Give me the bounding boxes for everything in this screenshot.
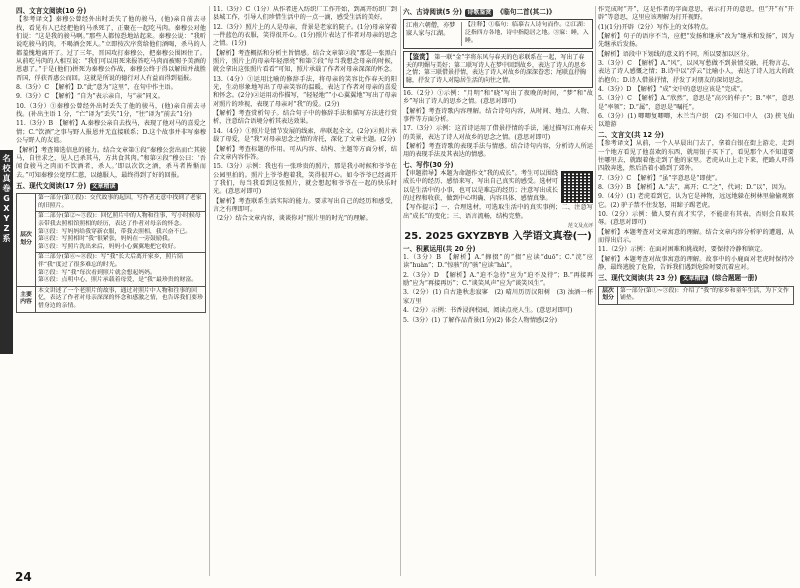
paragraph: 【解析】本题考查对故事寓意的理解。故事中的小鹿面对老虎时保持冷静，最终逃脱了危险，告诉我们遇到危险时要沉着应对。 bbox=[598, 255, 794, 271]
reading-heading bbox=[16, 182, 206, 191]
structure-table bbox=[598, 286, 794, 305]
paragraph: (1)(1分)开辟（2分）写作上的文体特点。 bbox=[598, 23, 713, 31]
paragraph: 1.（3分）B 【解析】A.“撺掇”的“掇”应读“duō”；C.“浣”应读“huàn”；D.“惊骇”的“骇”应读“hài”。 bbox=[403, 254, 593, 270]
reading-heading-text: 五、现代文阅读(17 分) bbox=[16, 181, 87, 190]
table-cell: 本文讲述了一个老照片的故事，通过对照片中人物和往事的回忆，表达了作者对母亲深深的怀念和感激之情，也告诉我们要珍惜身边的亲情。 bbox=[36, 286, 206, 312]
side-char: Z bbox=[3, 224, 10, 233]
paragraph: 9.（4分）(1) 老虎看到它，认为它是神物，远远地躲在树林里偷偷观察它。(2) 驴子禁不住发怒，用蹄子踢老虎。 bbox=[598, 193, 794, 209]
table-cell: 第三部分(第⑥~⑧段)：写“我”长大后离开家乡，照片陪伴“我”度过了很多难忘的时光。 第⑦段：写“我”每次看到照片就会想起妈妈。 第⑧段：点明中心，照片承载着母爱，是“我”最珍贵的财富。 bbox=[36, 253, 206, 286]
section-heading: 四、文言文阅读(10 分) bbox=[16, 7, 87, 15]
paragraph: 5.（3分）C 【解析】A.“欣然”，意思是“高兴的样子”；B.“率”，意思是“率领”；D.“属”，意思是“嘱托”。 bbox=[598, 95, 794, 111]
paragraph: 3.（2分）(1) 自古逢秋悲寂寥 (2) 晴川历历汉阳树 (3) 浊酒一杯家万里 bbox=[403, 289, 593, 305]
table-row bbox=[17, 212, 206, 253]
paragraph: 【审题指导】本题为命题作文“我的成长”。考生可以围绕成长中的经历、感悟来写，写出自己真实的感受。选材可以是生活中的小事，也可以是难忘的经历；注意写出成长的过程和收获，做到中心明确、内容具体、感情真挚。 bbox=[403, 170, 558, 203]
paragraph: 【解析】考查诗歌内容理解。结合诗句内容，从时间、地点、人物、事件等方面分析。 bbox=[403, 107, 593, 123]
paragraph: 9.（3分）C 【解析】“自为”表示亲自，与“亲”同义。 bbox=[16, 93, 164, 101]
table-label: 主要内容 bbox=[17, 286, 36, 312]
poem-box bbox=[403, 19, 593, 48]
paragraph: 13.（4分）①运用比喻的修辞手法，将母亲的笑容比作春天的阳光，生动形象地写出了母亲笑容的温暖，表达了作者对母亲的喜爱和怀念。(2分)②运用动作描写，“轻轻地”“小心翼翼地”写出了母亲对照片的珍视，表现了母亲对“我”的爱。(2分) bbox=[213, 75, 397, 108]
paragraph: 11.（3分）B 【解析】A.秦穆公亲自去找马，表现了他对马的喜爱之情；C.“饮酒”之事与野人报恩并无直接联系；D.这个故事并非写秦穆公与野人的友谊。 bbox=[16, 120, 206, 145]
side-tab bbox=[0, 150, 13, 354]
paragraph: 【解析】考查联系生活实际的能力。要求写出自己的经历和感受，言之有理即可。 bbox=[213, 197, 397, 213]
exam-title: 25. 2025 GXYZBYB 入学语文真卷(一) bbox=[404, 231, 592, 243]
subsection-heading: 一、积累运用(共 20 分) bbox=[403, 244, 476, 253]
reading-heading bbox=[598, 274, 794, 283]
appreciation-text: 第一联“金”字将东风与春天的色彩联系在一起，写出了春天的明媚与美好；第二联写诗人在梦中回到故乡，表达了诗人的思乡之情；第三联借景抒情，表达了诗人对故乡的深深眷恋；尾联直抒胸臆，抒发了诗人对隐居生活的向往之情。 bbox=[406, 53, 587, 85]
column-4 bbox=[598, 6, 794, 582]
paragraph: 3.（3分）C 【解析】A.“风”，以风写愁做不到景情交融，托物言志，表达了诗人感慨之情；B.诗中以“浮云”比喻小人，表达了诗人远大的政治抱负；D.诗人借景抒情，抒发了对朋友的深切思念。 bbox=[598, 60, 794, 84]
paragraph: 10.（3分）①秦穆公曾经外出时丢失了他的骏马，(他)亲自前去寻找。(补出主语 1 分，“亡”译为“丢失”1分，“往”译为“前去”1分) bbox=[16, 102, 206, 119]
column-divider bbox=[209, 6, 210, 576]
side-char: 卷 bbox=[2, 184, 11, 193]
column-2 bbox=[213, 6, 397, 562]
subsection-heading: 二、文言文(共 12 分) bbox=[598, 130, 664, 139]
side-char: X bbox=[3, 204, 10, 213]
paragraph: 10.（2分）示例：做人要有真才实学，不能虚有其表，否则会自取其辱。(意思对即可) bbox=[598, 210, 794, 227]
paragraph: 【参考译文】从前，一个人早晨出门去了，拿着白银在街上游走，走到一个地方看见了他喜欢的东西，就用银子买下了，看见那个人不知道要往哪里去，就跟着他走到了他的家里。老虎从山上走下来，把路人吓得四散奔逃，然后沿着小路到了郊外。 bbox=[598, 140, 794, 173]
table-label: 层次划分 bbox=[599, 286, 618, 304]
side-char: G bbox=[3, 194, 10, 203]
paragraph: 4.（2分）示例：书香浸润校园，阅读点亮人生。(意思对即可) bbox=[403, 307, 573, 315]
poem-title: 江南六朝僧，亦梦寐人家与江湖。 bbox=[406, 22, 462, 45]
poetry-tag: 诗歌鉴赏 bbox=[467, 9, 492, 16]
paragraph: 【解析】考查筛选信息的能力。结合文章第①段“秦穆公尝出而亡其骏马，自往求之，见人已杀其马，方共食其肉。”和第②段“穆公曰：‘吾闻食骏马之肉而不饮酒者，杀人。’即以次饮之酒，杀马者皆惭而去。”可知秦穆公宽厚仁慈，以德服人，最终得到了好的回报。 bbox=[16, 146, 206, 179]
table-cell: 第一部分(第①~③段)：介绍了“我”的家乡和童年生活，为下文作铺垫。 bbox=[618, 286, 794, 304]
column-divider bbox=[595, 6, 596, 576]
side-char: 真 bbox=[2, 174, 11, 183]
poetry-heading bbox=[403, 8, 593, 17]
paragraph: 【解析】考查概括和分析主旨情感。结合文章第②段“那是一张黑白照片，照片上的母亲年轻漂亮”和第⑦段“每当我想念母亲的时候，就会拿出这张照片看看”可知，照片承载了作者对母亲深深的怀念。 bbox=[213, 49, 397, 74]
qr-caption: 范文及点评 bbox=[567, 223, 593, 230]
table-row bbox=[17, 194, 206, 212]
page-number: 24 bbox=[15, 570, 32, 584]
paragraph: 11.（2分）示例：在面对困难和挑战时，要保持冷静和镇定。 bbox=[598, 246, 767, 254]
qr-code[interactable] bbox=[561, 171, 593, 203]
side-char: 名 bbox=[2, 154, 11, 163]
paragraph: 16.（2分）①示例：“月明”和“晓”写出了夜晚的时间，“梦”和“故乡”写出了诗人的思乡之情。(意思对即可) bbox=[403, 89, 593, 106]
column-1 bbox=[16, 6, 206, 562]
paragraph: 4.（3分）D 【解析】“成”文中的意思应该是“完成”。 bbox=[598, 86, 747, 94]
table-row bbox=[17, 286, 206, 312]
paragraph: 12.（3分）照片上的人是母亲，背景是老家的院子。(1分)母亲穿着一件蓝色的衣服，笑得很开心。(1分)照片表达了作者对母亲的思念之情。(1分) bbox=[213, 23, 397, 48]
table-cell: 第二部分(第②~⑤段)：回忆照片中的人物和往事，写小时候母亲带我去照相馆照相的经历，表达了作者对母亲的怀念。 第③段：写妈妈给我穿新衣服，带我去照相，我兴奋不已。 第④段：写照相时“我”很紧张，妈妈在一旁鼓励我。 第⑤段：写照片洗出来后，妈妈小心翼翼地把它收好。 bbox=[36, 212, 206, 253]
table-row bbox=[17, 253, 206, 286]
paragraph: 【参考译文】秦穆公曾经外出时丢失了他的骏马，(他)亲自前去寻找，看见有人已经把他的马杀死了，正聚在一起吃马肉。秦穆公对他们说：“这是我的骏马啊。”那些人都惊恐地站起来。秦穆公说：“我听说吃骏马的肉，不喝酒会死人。”立即按次序赏给他们酒喝，杀马的人都羞愧地离开了。过了三年，晋国攻打秦穆公，把秦穆公围困住了。从前吃马肉的人相互说：“我们可以用死来报答吃马肉而被赐予美酒的恩惠了。”于是(他们)拼死为秦穆公作战，秦穆公终于得以解围并战胜晋国，俘获晋惠公而回。这就是所说的德行对人有益而得到福报。 bbox=[16, 16, 206, 82]
paragraph: 8.（3分）B 【解析】A.“去”，离开；C.“之”，代词；D.“以”，因为。 bbox=[598, 183, 791, 191]
table-cell: 第一部分(第①段)：交代故事的起因，写作者无意中找到了老家的旧照片。 bbox=[36, 194, 206, 212]
paragraph: 【解析】考查诗歌的表现手法与情感。结合诗句内容，分析诗人所运用的表现手法及其表达的情感。 bbox=[403, 142, 593, 159]
appreciation-heading: 【鉴赏】 bbox=[406, 52, 433, 61]
reading-tag: 文章精读 bbox=[682, 275, 707, 283]
side-char: 校 bbox=[2, 164, 11, 173]
paragraph: 作完成时“开”，这是作者的字面意思，表示打开的意思，但“开”有“开辟”等意思，这里应该理解为打开视野。 bbox=[598, 6, 794, 22]
poem-note: 【注释】①临句：临摹古人诗句而作。②江湖：泛指四方各地，诗中指隐居之地。③寐：睡，入睡。 bbox=[465, 22, 589, 44]
paragraph: 7.（3分）C 【解析】“虽”字意思是“即使”。 bbox=[598, 174, 722, 182]
writing-heading: 七、写作(30 分) bbox=[403, 160, 454, 169]
paragraph: 【解析】语段中下划线的意义的不同，所以要加以区分。 bbox=[598, 50, 753, 58]
appreciation-box bbox=[403, 51, 593, 88]
paragraph: 【解析】考查标题的作用。可从内容、结构、主题等方面分析，结合文章内容作答。 bbox=[213, 145, 397, 161]
poetry-sub: 《临句二首(其二)》 bbox=[496, 8, 556, 16]
paragraph: 【写作提示】一、合理选材，可选取生活中的真实事例；二、注意写出“成长”的变化；三、语言流畅，结构完整。 bbox=[403, 204, 593, 220]
paragraph: 【解析】本题考查对文章寓意的理解。结合文章内容分析驴的遭遇，从而得出启示。 bbox=[598, 228, 794, 244]
paragraph: 【解析】考查赏析句子。结合句子中的修辞手法和描写方法进行赏析，注意结合语境分析其表达效果。 bbox=[213, 110, 397, 126]
paragraph: 5.（3分）(1) 了解作品背景(1分)(2) 体会人物情感(2分) bbox=[403, 316, 558, 324]
reading-heading-text: 三、现代文阅读(共 23 分) bbox=[598, 274, 678, 283]
structure-table bbox=[16, 193, 206, 312]
reading-sub: (综合题题一册) bbox=[711, 274, 758, 283]
table-label: 层次划分 bbox=[17, 194, 36, 287]
paragraph: 2.（3分）D 【解析】A.“迫不急待”应为“迫不及待”；B.“再接再励”应为“再接再厉”；C.“谈笑风声”应为“谈笑风生”。 bbox=[403, 271, 593, 288]
paragraph: 17.（3分）示例：这首诗运用了借景抒情的手法，通过描写江南春天的美景，表达了诗人对故乡的思念之情。(意思对即可) bbox=[403, 125, 593, 141]
paragraph: 15.（3分）示例：我也有一张珍贵的照片，那是我小时候和爷爷在公园里拍的。照片上爷爷抱着我，笑得很开心。如今爷爷已经离开了我们，每当我看到这张照片，就会想起和爷爷在一起的快乐时光。(意思对即可) bbox=[213, 163, 397, 196]
paragraph: 14.（4分）①照片是情节发展的线索，串联起全文。(2分)②照片承载了母爱，是“我”对母亲思念之情的寄托，深化了文章主题。(2分) bbox=[213, 127, 397, 144]
paragraph: 6.（3分）(1) 唧唧复唧唧，木兰当户织 (2) 不知口中人 (3) 挟飞仙以遨游 bbox=[598, 113, 794, 129]
column-3 bbox=[403, 6, 593, 582]
table-row bbox=[599, 286, 794, 304]
side-char: Y bbox=[3, 214, 10, 223]
paragraph: 8.（3分）C 【解析】D.“此”意为“这里”，在句中作主语。 bbox=[16, 84, 177, 92]
paragraph: 【解析】句子的语序不当，应把“发扬和继承”改为“继承和发扬”，因为先继承后发扬。 bbox=[598, 33, 794, 49]
reading-tag: 文章精读 bbox=[91, 182, 116, 190]
column-divider bbox=[400, 6, 401, 576]
poetry-heading-text: 六、古诗阅读(5 分) bbox=[403, 8, 463, 16]
paragraph: （2分）结合文章内容，谈谈你对“照片里的时光”的理解。 bbox=[213, 215, 372, 223]
side-char: 系 bbox=[2, 234, 11, 243]
paragraph: 11.（3分）C（1分）从作者进入纺织厂工作开始，到离开纺织厂到县城工作，引导人们珍惜生活中的一点一滴，感受生活的美好。 bbox=[213, 6, 397, 22]
